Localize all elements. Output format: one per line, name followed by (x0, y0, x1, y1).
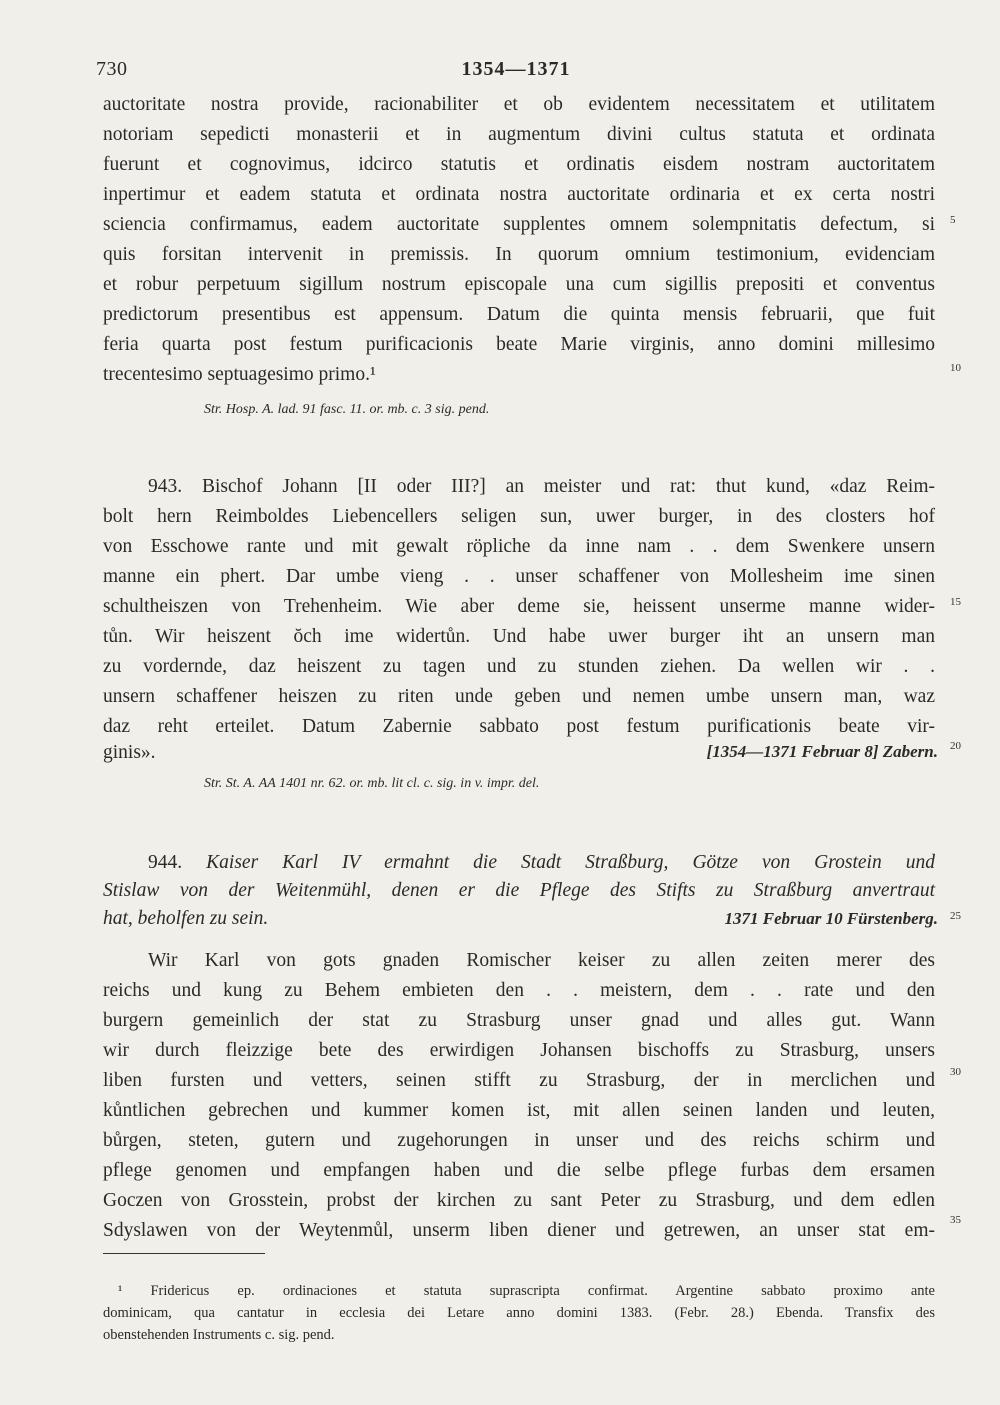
doc944-date: 1371 Februar 10 Fürstenberg. (724, 909, 938, 928)
text-line: von Esschowe rante und mit gewalt röpliche da inne nam . . dem Swenkere unsern (103, 536, 935, 557)
footnote-line: ¹ Fridericus ep. ordinaciones et statuta suprascripta confirmat. Argentine sabbato proximo ante (118, 1283, 935, 1299)
text-line: Sdyslawen von der Weytenmůl, unserm liben diener und getrewen, an unser stat em- (103, 1220, 935, 1241)
regest-line: Stislaw von der Weitenmühl, denen er die Pflege des Stifts zu Straßburg anvertraut (103, 880, 935, 901)
line-number: 25 (950, 910, 961, 922)
doc943-source-note: Str. St. A. AA 1401 nr. 62. or. mb. lit cl. c. sig. in v. impr. del. (204, 776, 540, 791)
text-line: zu vordernde, daz heiszent zu tagen und zu stunden ziehen. Da wellen wir . . (103, 656, 935, 677)
page-header (96, 58, 936, 88)
doc943-date: [1354—1371 Februar 8] Zabern. (706, 742, 938, 761)
text-line: manne ein phert. Dar umbe vieng . . unser schaffener von Mollesheim ime sinen (103, 566, 935, 587)
text-line: Bischof Johann [II oder III?] an meister und rat: thut kund, «daz Reim- (201, 476, 936, 497)
document-number: 944. (148, 852, 183, 873)
footnote-divider (103, 1253, 265, 1254)
footnote-line: obenstehenden Instruments c. sig. pend. (103, 1327, 335, 1343)
text-line: bolt hern Reimboldes Liebencellers seligen sun, uwer burger, in des closters hof (103, 506, 935, 527)
line-number: 5 (950, 214, 956, 226)
doc942-source-note: Str. Hosp. A. lad. 91 fasc. 11. or. mb. c. 3 sig. pend. (204, 402, 490, 417)
text-line: tůn. Wir heiszent ŏch ime widertůn. Und habe uwer burger iht an unsern man (103, 626, 935, 647)
text-line: kůntlichen gebrechen und kummer komen ist, mit allen seinen landen und leuten, (103, 1100, 935, 1121)
regest-line: hat, beholfen zu sein. (103, 908, 269, 929)
text-line: pflege genomen und empfangen haben und die selbe pflege furbas dem ersamen (103, 1160, 935, 1181)
doc944-regest-first (148, 848, 935, 878)
text-line: inpertimur et eadem statuta et ordinata nostra auctoritate ordinaria et ex certa nostri (103, 184, 935, 205)
text-line: auctoritate nostra provide, racionabiliter et ob evidentem necessitatem et utilitatem (103, 94, 935, 115)
text-line: feria quarta post festum purificacionis beate Marie virginis, anno domini millesimo (103, 334, 935, 355)
document-number: 943. (148, 476, 183, 497)
footnote-line: dominicam, qua cantatur in ecclesia dei Letare anno domini 1383. (Febr. 28.) Ebenda. Transfix des (103, 1305, 935, 1321)
text-line: ginis». (103, 742, 156, 763)
text-line: Goczen von Grosstein, probst der kirchen zu sant Peter zu Strasburg, und dem edlen (103, 1190, 935, 1211)
text-line: bůrgen, steten, gutern und zugehorungen in unser und des reichs schirm und (103, 1130, 935, 1151)
running-title: 1354—1371 (461, 58, 571, 80)
line-number: 20 (950, 740, 961, 752)
text-line: wir durch fleizzige bete des erwirdigen Johansen bischoffs zu Strasburg, unsers (103, 1040, 935, 1061)
text-line: notoriam sepedicti monasterii et in augmentum divini cultus statuta et ordinata (103, 124, 935, 145)
line-number: 15 (950, 596, 961, 608)
text-line: quis forsitan intervenit in premissis. In quorum omnium testimonium, evidenciam (103, 244, 935, 265)
line-number: 30 (950, 1066, 961, 1078)
text-line: sciencia confirmamus, eadem auctoritate supplentes omnem solempnitatis defectum, si (103, 214, 935, 235)
line-number: 35 (950, 1214, 961, 1226)
text-line: reichs und kung zu Behem embieten den . . meistern, dem . . rate und den (103, 980, 935, 1001)
text-line: unsern schaffener heiszen zu riten unde geben und nemen umbe unsern man, waz (103, 686, 935, 707)
page-number: 730 (96, 58, 128, 80)
text-line: et robur perpetuum sigillum nostrum episcopale una cum sigillis prepositi et conventus (103, 274, 935, 295)
text-line: burgern gemeinlich der stat zu Strasburg unser gnad und alles gut. Wann (103, 1010, 935, 1031)
text-line: predictorum presentibus est appensum. Datum die quinta mensis februarii, que fuit (103, 304, 935, 325)
text-line: Wir Karl von gots gnaden Romischer keiser zu allen zeiten merer des (148, 950, 935, 971)
text-line: liben fursten und vetters, seinen stifft zu Strasburg, der in merclichen und (103, 1070, 935, 1091)
doc943-first-line (148, 472, 935, 502)
text-line: daz reht erteilet. Datum Zabernie sabbato post festum purificationis beate vir- (103, 716, 935, 737)
line-number: 10 (950, 362, 961, 374)
text-line: trecentesimo septuagesimo primo.¹ (103, 364, 376, 385)
text-line: fuerunt et cognovimus, idcirco statutis et ordinatis eisdem nostram auctoritatem (103, 154, 935, 175)
regest-line: Kaiser Karl IV ermahnt die Stadt Straßburg, Götze von Grostein und (206, 852, 935, 873)
text-line: schultheiszen von Trehenheim. Wie aber deme sie, heissent unserme manne wider- (103, 596, 935, 617)
